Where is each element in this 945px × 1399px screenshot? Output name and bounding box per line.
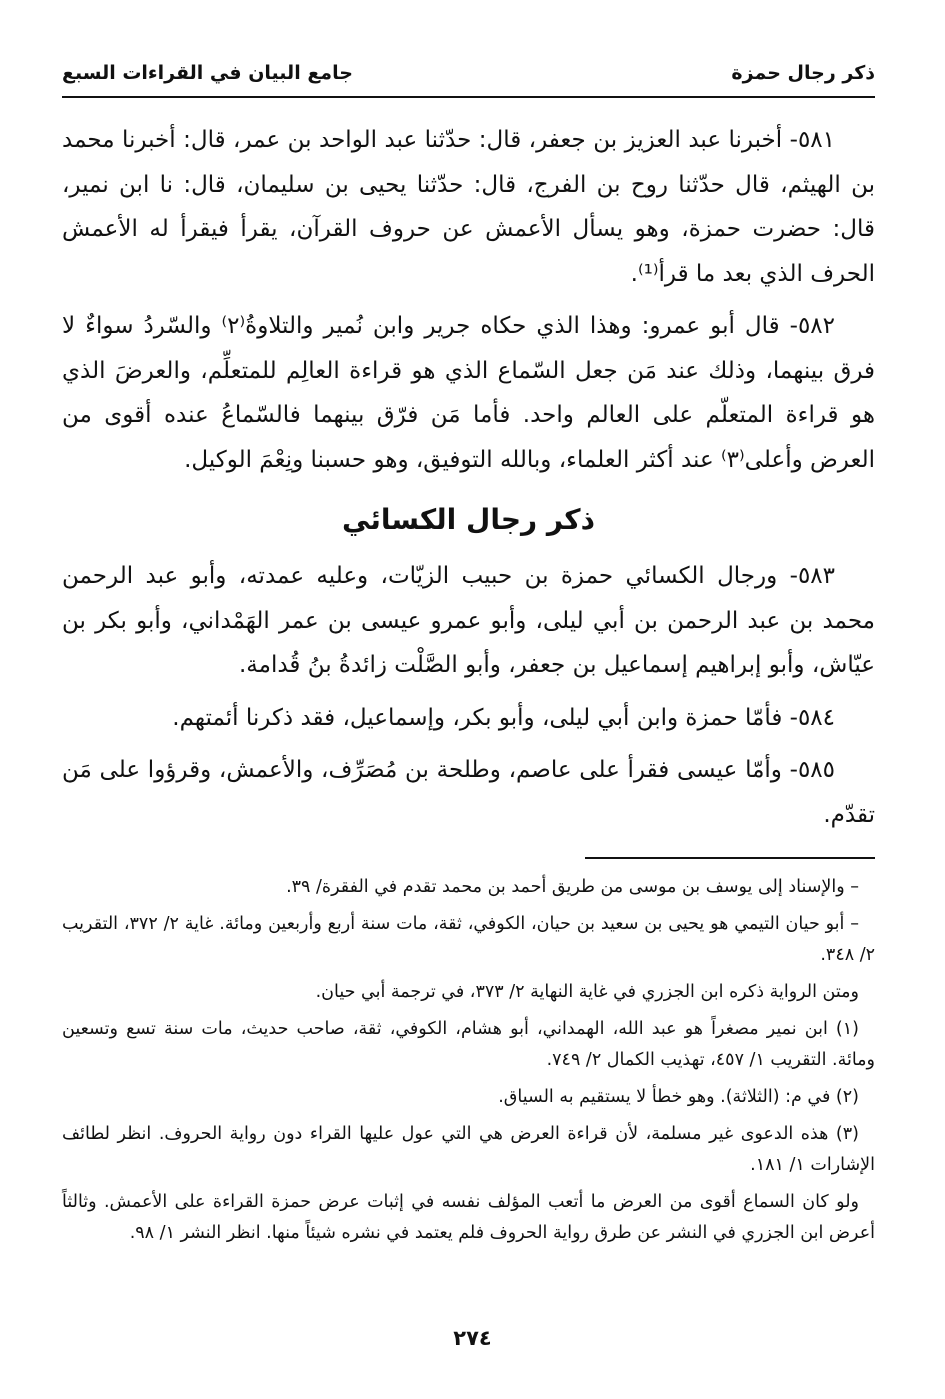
footnote-1: (١) ابن نمير مصغراً هو عبد الله، الهمداني، أبو هشام، الكوفي، ثقة، صاحب حديث، مات سنة تسع وتسعين ومائة. التقريب ١/ ٤٥٧، تهذيب الكمال ٢/ ٧٤٩. bbox=[62, 1019, 875, 1070]
footnotes bbox=[62, 872, 875, 1255]
footnote-3-continued: ولو كان السماع أقوى من العرض ما أتعب المؤلف نفسه في إثبات عرض حمزة القراءة على الأعمش. وثالثاً أعرض ابن الجزري في النشر عن طرق رواية الحروف فلم يعتمد في نشره شيئاً منها. انظر النشر ١/ ٩٨. bbox=[62, 1192, 875, 1243]
section-heading: ذكر رجال الكسائي bbox=[342, 503, 595, 536]
paragraph-584: ٥٨٤- فأمّا حمزة وابن أبي ليلى، وأبو بكر، وإسماعيل، فقد ذكرنا أئمتهم. bbox=[172, 704, 835, 731]
footnote-separator bbox=[585, 857, 875, 859]
footnote-continuation-2: – أبو حيان التيمي هو يحيى بن سعيد بن حيان، الكوفي، ثقة، مات سنة أربع وأربعين ومائة. غاية ٢/ ٣٧٢، التقريب ٢/ ٣٤٨. bbox=[62, 914, 875, 965]
paragraph-585: ٥٨٥- وأمّا عيسى فقرأ على عاصم، وطلحة بن مُصَرِّف، والأعمش، وقرؤوا على مَن تقدّم. bbox=[62, 757, 875, 828]
footnote-continuation-3: ومتن الرواية ذكره ابن الجزري في غاية النهاية ٢/ ٣٧٣، في ترجمة أبي حيان. bbox=[315, 982, 859, 1002]
paragraph-582: ٥٨٢- قال أبو عمرو: وهذا الذي حكاه جرير وابن نُمير والتلاوةُ⁽٢⁾ والسّردُ سواءٌ لا فرق بينهما، وذلك عند مَن جعل السّماع الذي هو قراءة العالِم للمتعلِّم، والعرضَ الذي هو قراءة المتعلّم على العالم واحد. فأما مَن فرّق بينهما فالسّماعُ عنده أقوى من العرض وأعلى⁽٣⁾ عند أكثر العلماء، وبالله التوفيق، وهو حسبنا ونِعْمَ الوكيل. bbox=[62, 313, 875, 473]
header-book-title: جامع البيان في القراءات السبع bbox=[62, 62, 353, 84]
page-number: ٢٧٤ bbox=[453, 1326, 492, 1350]
paragraph-581: ٥٨١- أخبرنا عبد العزيز بن جعفر، قال: حدّثنا عبد الواحد بن عمر، قال: أخبرنا محمد بن الهيثم، قال حدّثنا روح بن الفرج، قال: حدّثنا يحيى بن سليمان، قال: نا ابن نمير، قال: حضرت حمزة، وهو يسأل الأعمش عن حروف القرآن، يقرأ فيقرأ له الأعمش الحرف الذي بعد ما قرأ⁽¹⁾. bbox=[62, 127, 875, 287]
paragraph-583: ٥٨٣- ورجال الكسائي حمزة بن حبيب الزيّات، وعليه عمدته، وأبو عبد الرحمن محمد بن عبد الرحمن بن أبي ليلى، وأبو عمرو عيسى بن عمر الهَمْداني، وأبو بكر بن عيّاش، وأبو إبراهيم إسماعيل بن جعفر، وأبو الصَّلْت زائدةُ بنُ قُدامة. bbox=[62, 563, 875, 678]
running-header bbox=[62, 58, 875, 98]
header-section-title: ذكر رجال حمزة bbox=[731, 62, 875, 84]
footnote-3: (٣) هذه الدعوى غير مسلمة، لأن قراءة العرض هي التي عول عليها القراء دون رواية الحروف. انظر لطائف الإشارات ١/ ١٨١. bbox=[62, 1124, 875, 1175]
footnote-continuation-1: – والإسناد إلى يوسف بن موسى من طريق أحمد بن محمد تقدم في الفقرة/ ٣٩. bbox=[286, 877, 859, 897]
footnote-2: (٢) في م: (الثلاثة). وهو خطأ لا يستقيم به السياق. bbox=[498, 1087, 859, 1107]
main-text bbox=[62, 118, 875, 845]
